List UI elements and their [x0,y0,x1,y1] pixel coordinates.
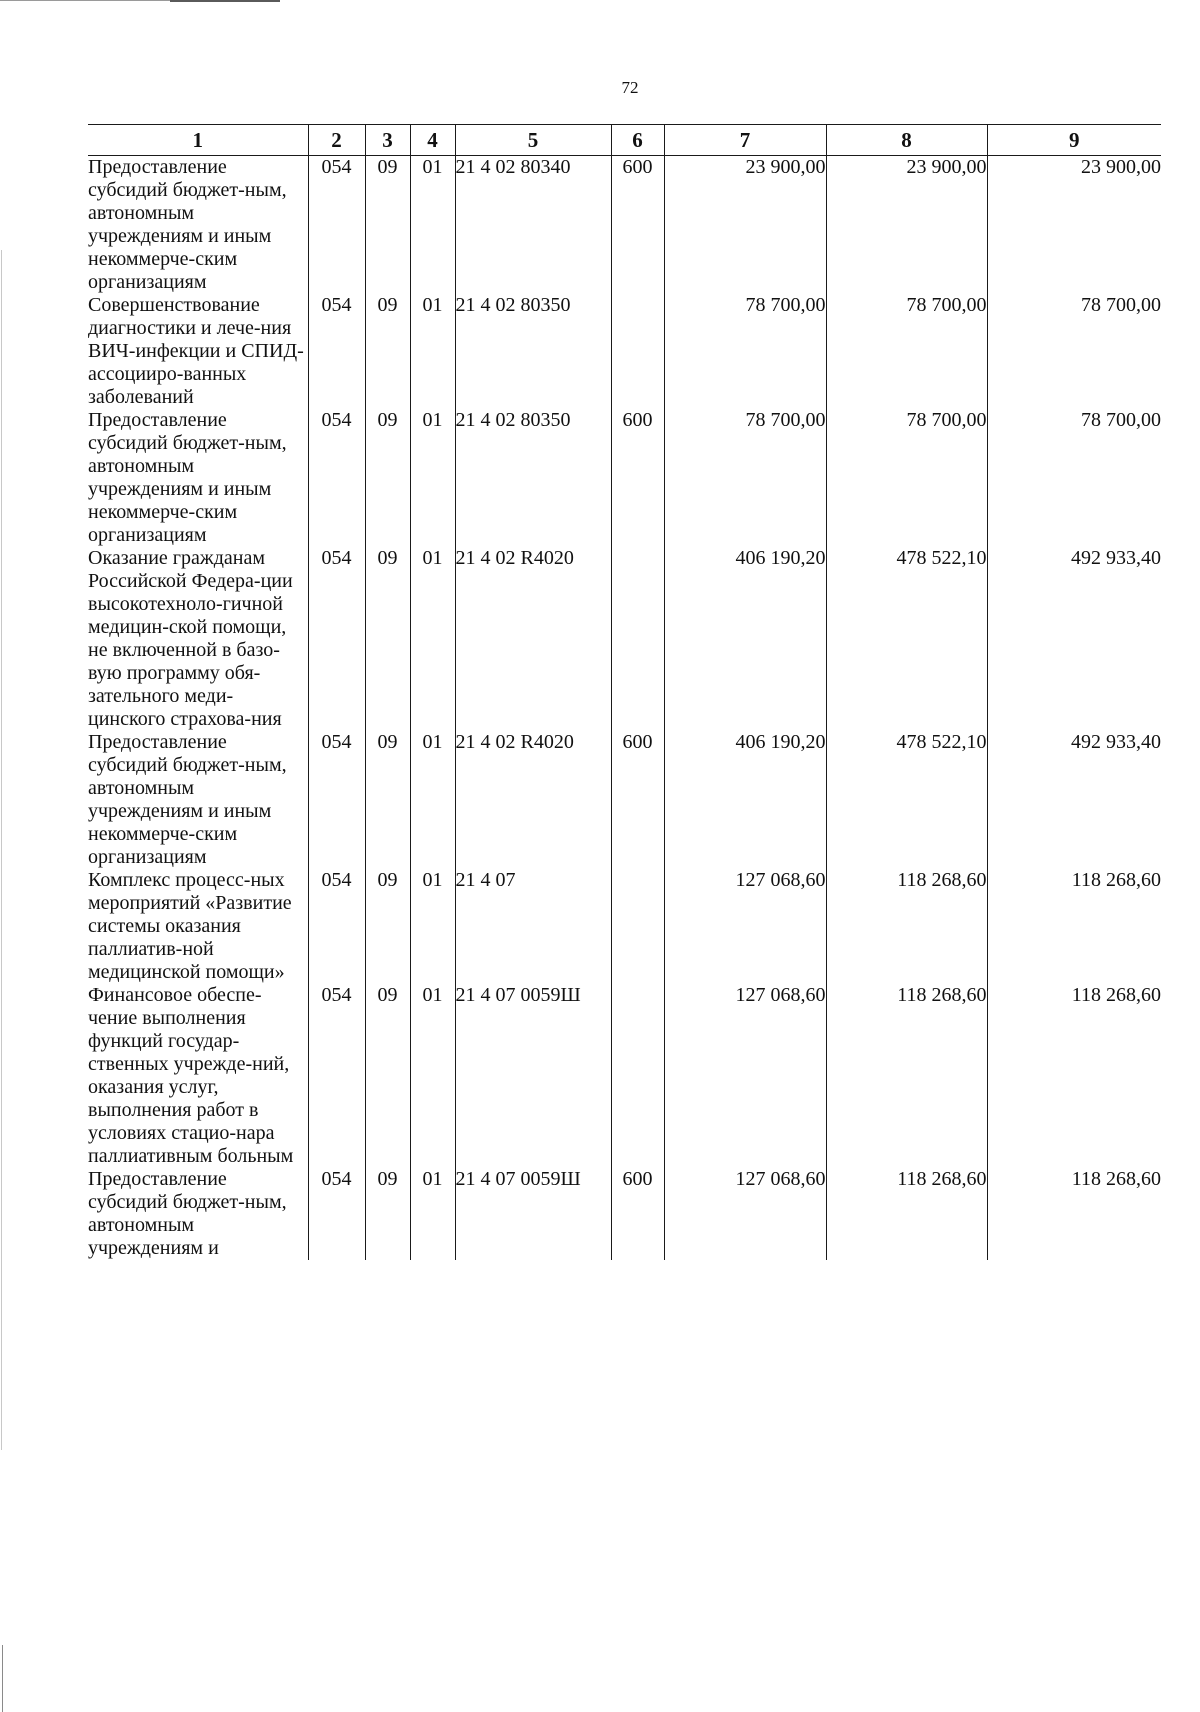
row-value-7: 127 068,60 [664,1168,826,1260]
row-code-5: 21 4 07 0059Ш [455,984,611,1168]
row-code-3: 09 [365,409,410,547]
row-name: Финансовое обеспе-чение выполнения функций государ-ственных учрежде-ний, оказания услуг, выполнения работ в условиях стацио-нара паллиативным больным [88,984,308,1168]
row-code-6: 600 [611,409,664,547]
row-code-5: 21 4 07 [455,869,611,984]
row-value-8: 478 522,10 [826,547,987,731]
row-code-4: 01 [410,294,455,409]
table-row [88,547,1161,731]
table-row [88,156,1161,295]
row-name: Комплекс процесс-ных мероприятий «Развитие системы оказания паллиатив-ной медицинской помощи» [88,869,308,984]
row-code-6: 600 [611,1168,664,1260]
row-code-5: 21 4 07 0059Ш [455,1168,611,1260]
row-code-5: 21 4 02 R4020 [455,547,611,731]
row-value-9: 23 900,00 [987,156,1161,295]
row-value-7: 78 700,00 [664,294,826,409]
row-code-4: 01 [410,731,455,869]
row-value-7: 23 900,00 [664,156,826,295]
row-value-8: 78 700,00 [826,409,987,547]
row-value-9: 118 268,60 [987,1168,1161,1260]
row-code-3: 09 [365,547,410,731]
scan-artifact-top-dash [170,0,280,2]
row-code-4: 01 [410,156,455,295]
header-col-6: 6 [611,125,664,156]
table-header-row [88,125,1161,156]
table-row [88,1168,1161,1260]
row-code-2: 054 [308,984,365,1168]
row-code-6: 600 [611,156,664,295]
header-col-3: 3 [365,125,410,156]
row-value-9: 118 268,60 [987,869,1161,984]
header-col-9: 9 [987,125,1161,156]
row-name: Предоставление субсидий бюджет-ным, автономным учреждениям и [88,1168,308,1260]
row-value-8: 118 268,60 [826,869,987,984]
row-value-7: 406 190,20 [664,547,826,731]
row-name: Предоставление субсидий бюджет-ным, автономным учреждениям и иным некоммерче-ским организациям [88,731,308,869]
row-code-6 [611,984,664,1168]
row-code-5: 21 4 02 R4020 [455,731,611,869]
scan-artifact-left-edge [1,250,2,1450]
table-row [88,869,1161,984]
row-value-9: 492 933,40 [987,547,1161,731]
row-code-4: 01 [410,547,455,731]
row-name: Предоставление субсидий бюджет-ным, автономным учреждениям и иным некоммерче-ским организациям [88,409,308,547]
row-code-6 [611,547,664,731]
row-code-4: 01 [410,1168,455,1260]
row-value-8: 78 700,00 [826,294,987,409]
header-col-5: 5 [455,125,611,156]
row-code-4: 01 [410,869,455,984]
row-code-2: 054 [308,1168,365,1260]
row-value-9: 78 700,00 [987,409,1161,547]
row-code-5: 21 4 02 80340 [455,156,611,295]
row-code-2: 054 [308,294,365,409]
row-value-8: 23 900,00 [826,156,987,295]
row-code-4: 01 [410,984,455,1168]
row-code-2: 054 [308,731,365,869]
row-code-3: 09 [365,731,410,869]
table-row [88,409,1161,547]
row-value-8: 118 268,60 [826,1168,987,1260]
table-row [88,984,1161,1168]
row-value-7: 127 068,60 [664,984,826,1168]
header-col-4: 4 [410,125,455,156]
row-code-3: 09 [365,294,410,409]
row-value-9: 78 700,00 [987,294,1161,409]
row-code-5: 21 4 02 80350 [455,294,611,409]
row-code-2: 054 [308,547,365,731]
row-code-3: 09 [365,869,410,984]
row-name: Предоставление субсидий бюджет-ным, автономным учреждениям и иным некоммерче-ским организациям [88,156,308,295]
row-value-7: 127 068,60 [664,869,826,984]
row-value-9: 492 933,40 [987,731,1161,869]
table-row [88,294,1161,409]
scan-artifact-left-edge-bottom [2,1645,3,1712]
header-col-2: 2 [308,125,365,156]
table-row [88,731,1161,869]
row-code-6: 600 [611,731,664,869]
row-value-8: 478 522,10 [826,731,987,869]
header-col-7: 7 [664,125,826,156]
row-code-3: 09 [365,984,410,1168]
row-code-2: 054 [308,869,365,984]
row-value-7: 78 700,00 [664,409,826,547]
header-col-8: 8 [826,125,987,156]
row-code-2: 054 [308,156,365,295]
row-value-9: 118 268,60 [987,984,1161,1168]
row-name: Оказание гражданам Российской Федера-ции высокотехноло-гичной медицин-ской помощи, не включенной в базо-вую программу обя-зательного меди-цинского страхова-ния [88,547,308,731]
header-col-1: 1 [88,125,308,156]
row-code-3: 09 [365,1168,410,1260]
row-code-5: 21 4 02 80350 [455,409,611,547]
row-code-6 [611,294,664,409]
row-name: Совершенствование диагностики и лече-ния ВИЧ-инфекции и СПИД-ассоцииро-ванных заболеваний [88,294,308,409]
row-code-3: 09 [365,156,410,295]
page-number: 72 [621,78,639,97]
row-code-6 [611,869,664,984]
budget-table [88,124,1161,1260]
row-value-8: 118 268,60 [826,984,987,1168]
row-value-7: 406 190,20 [664,731,826,869]
row-code-2: 054 [308,409,365,547]
row-code-4: 01 [410,409,455,547]
